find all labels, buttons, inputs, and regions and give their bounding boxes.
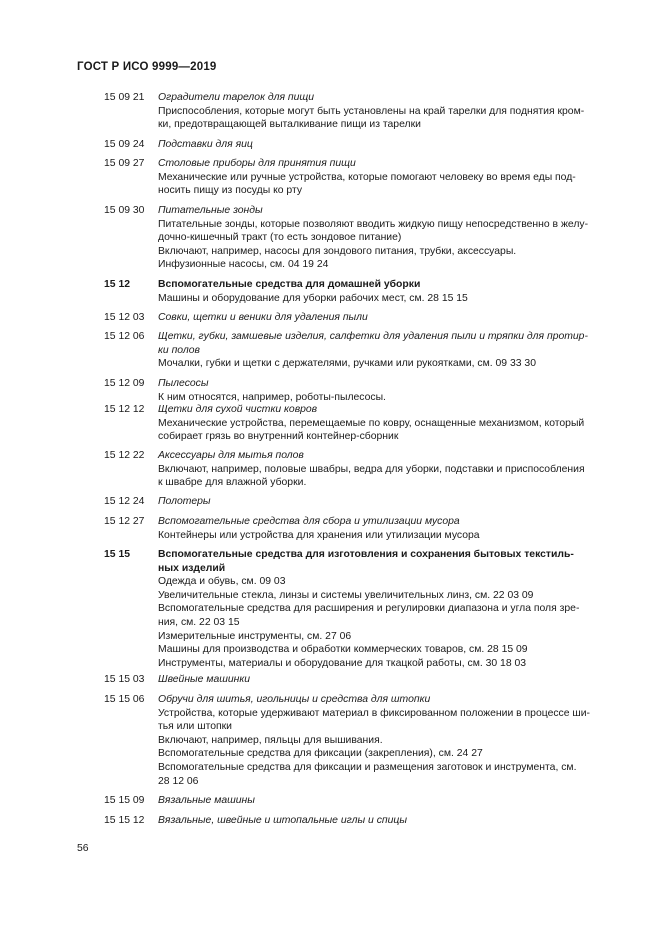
entry-code: 15 15 09 <box>104 795 145 806</box>
entry-line: Включают, например, половые швабры, ведра для уборки, подставки и приспособления <box>158 463 585 475</box>
entry-code: 15 12 22 <box>104 450 145 461</box>
entry-line: ния, см. 22 03 15 <box>158 616 240 628</box>
entry-title: Щетки, губки, замшевые изделия, салфетки для удаления пыли и тряпки для протир- <box>158 331 588 342</box>
entry-title: Обручи для шитья, игольницы и средства для штопки <box>158 694 431 705</box>
entry-title: Вязальные машины <box>158 795 255 806</box>
entry-line: Включают, например, насосы для зондового питания, трубки, аксессуары. <box>158 245 517 257</box>
entry-code: 15 15 <box>104 549 131 560</box>
page-number: 56 <box>77 843 89 854</box>
entry-line: тья или штопки <box>158 721 232 733</box>
entry-line: Инструменты, материалы и оборудование для ткацкой работы, см. 30 18 03 <box>158 657 527 669</box>
entry-title: Питательные зонды <box>158 205 263 216</box>
entry-code: 15 09 21 <box>104 92 145 103</box>
entry-line: 28 12 06 <box>158 775 199 787</box>
entry-code: 15 12 27 <box>104 516 145 527</box>
entry-line: Включают, например, пяльцы для вышивания. <box>158 734 383 746</box>
entry-line: собирает грязь во внутренний контейнер-сборник <box>158 431 399 443</box>
entry-line: дочно-кишечный тракт (то есть зондовое питание) <box>158 232 402 244</box>
entry-line: носить пищу из посуды ко рту <box>158 185 303 197</box>
entry-title: Щетки для сухой чистки ковров <box>158 404 318 415</box>
entry-line: Питательные зонды, которые позволяют вводить жидкую пищу непосредственно в желу- <box>158 218 589 230</box>
entry-code: 15 09 27 <box>104 158 145 169</box>
entry-code: 15 12 12 <box>104 404 145 415</box>
entry-title: Вспомогательные средства для сбора и утилизации мусора <box>158 516 460 527</box>
entry-line: Вспомогательные средства для фиксации и размещения заготовок и инструмента, см. <box>158 761 577 773</box>
entry-code: 15 09 24 <box>104 139 145 150</box>
entry-line: к швабре для влажной уборки. <box>158 477 307 489</box>
entry-title: Пылесосы <box>158 378 209 389</box>
entry-line: Устройства, которые удерживают материал в фиксированном положении в процессе ши- <box>158 707 591 719</box>
entry-title: Совки, щетки и веники для удаления пыли <box>158 312 368 323</box>
entry-title: Швейные машинки <box>158 674 251 685</box>
entry-line: Мочалки, губки и щетки с держателями, ручками или рукоятками, см. 09 33 30 <box>158 358 536 370</box>
entry-code: 15 09 30 <box>104 205 145 216</box>
entry-code: 15 12 <box>104 279 131 290</box>
entry-line: Контейнеры или устройства для хранения или утилизации мусора <box>158 529 480 541</box>
entry-code: 15 15 12 <box>104 815 145 826</box>
entry-code: 15 12 09 <box>104 378 145 389</box>
entry-title: Столовые приборы для принятия пищи <box>158 158 356 169</box>
entry-line: ки, предотвращающей выталкивание пищи из тарелки <box>158 119 421 131</box>
entry-title: Подставки для яиц <box>158 139 253 150</box>
entry-title: Аксессуары для мытья полов <box>158 450 304 461</box>
entry-line: Вспомогательные средства для расширения и регулировки диапазона и угла поля зре- <box>158 603 580 615</box>
entry-title: Вспомогательные средства для домашней уборки <box>158 279 421 290</box>
entry-code: 15 12 03 <box>104 312 145 323</box>
document-header: ГОСТ Р ИСО 9999—2019 <box>77 61 217 73</box>
entry-line: Одежда и обувь, см. 09 03 <box>158 576 286 588</box>
entry-line: Механические устройства, перемещаемые по ковру, оснащенные механизмом, который <box>158 417 585 429</box>
entry-code: 15 15 03 <box>104 674 145 685</box>
entry-title: Вязальные, швейные и штопальные иглы и спицы <box>158 815 407 826</box>
entry-line: Машины и оборудование для уборки рабочих мест, см. 28 15 15 <box>158 292 468 304</box>
entry-line: Увеличительные стекла, линзы и системы увеличительных линз, см. 22 03 09 <box>158 589 534 601</box>
entry-line: К ним относятся, например, роботы-пылесосы. <box>158 391 386 403</box>
entry-line: Машины для производства и обработки коммерческих товаров, см. 28 15 09 <box>158 644 528 656</box>
entry-code: 15 12 24 <box>104 496 145 507</box>
entry-title-continued: ных изделий <box>158 562 226 574</box>
entry-line: Приспособления, которые могут быть установлены на край тарелки для поднятия кром- <box>158 105 585 117</box>
entry-line: Механические или ручные устройства, которые помогают человеку во время еды под- <box>158 171 576 183</box>
entry-code: 15 15 06 <box>104 694 145 705</box>
entry-code: 15 12 06 <box>104 331 145 342</box>
entry-title: Оградители тарелок для пищи <box>158 92 315 103</box>
entry-line: Вспомогательные средства для фиксации (закрепления), см. 24 27 <box>158 748 483 760</box>
entry-line: Инфузионные насосы, см. 04 19 24 <box>158 259 329 271</box>
entry-title: Вспомогательные средства для изготовления и сохранения бытовых текстиль- <box>158 549 574 560</box>
entry-title: Полотеры <box>158 496 211 507</box>
entry-title-continued: ки полов <box>158 344 200 356</box>
entry-line: Измерительные инструменты, см. 27 06 <box>158 630 352 642</box>
